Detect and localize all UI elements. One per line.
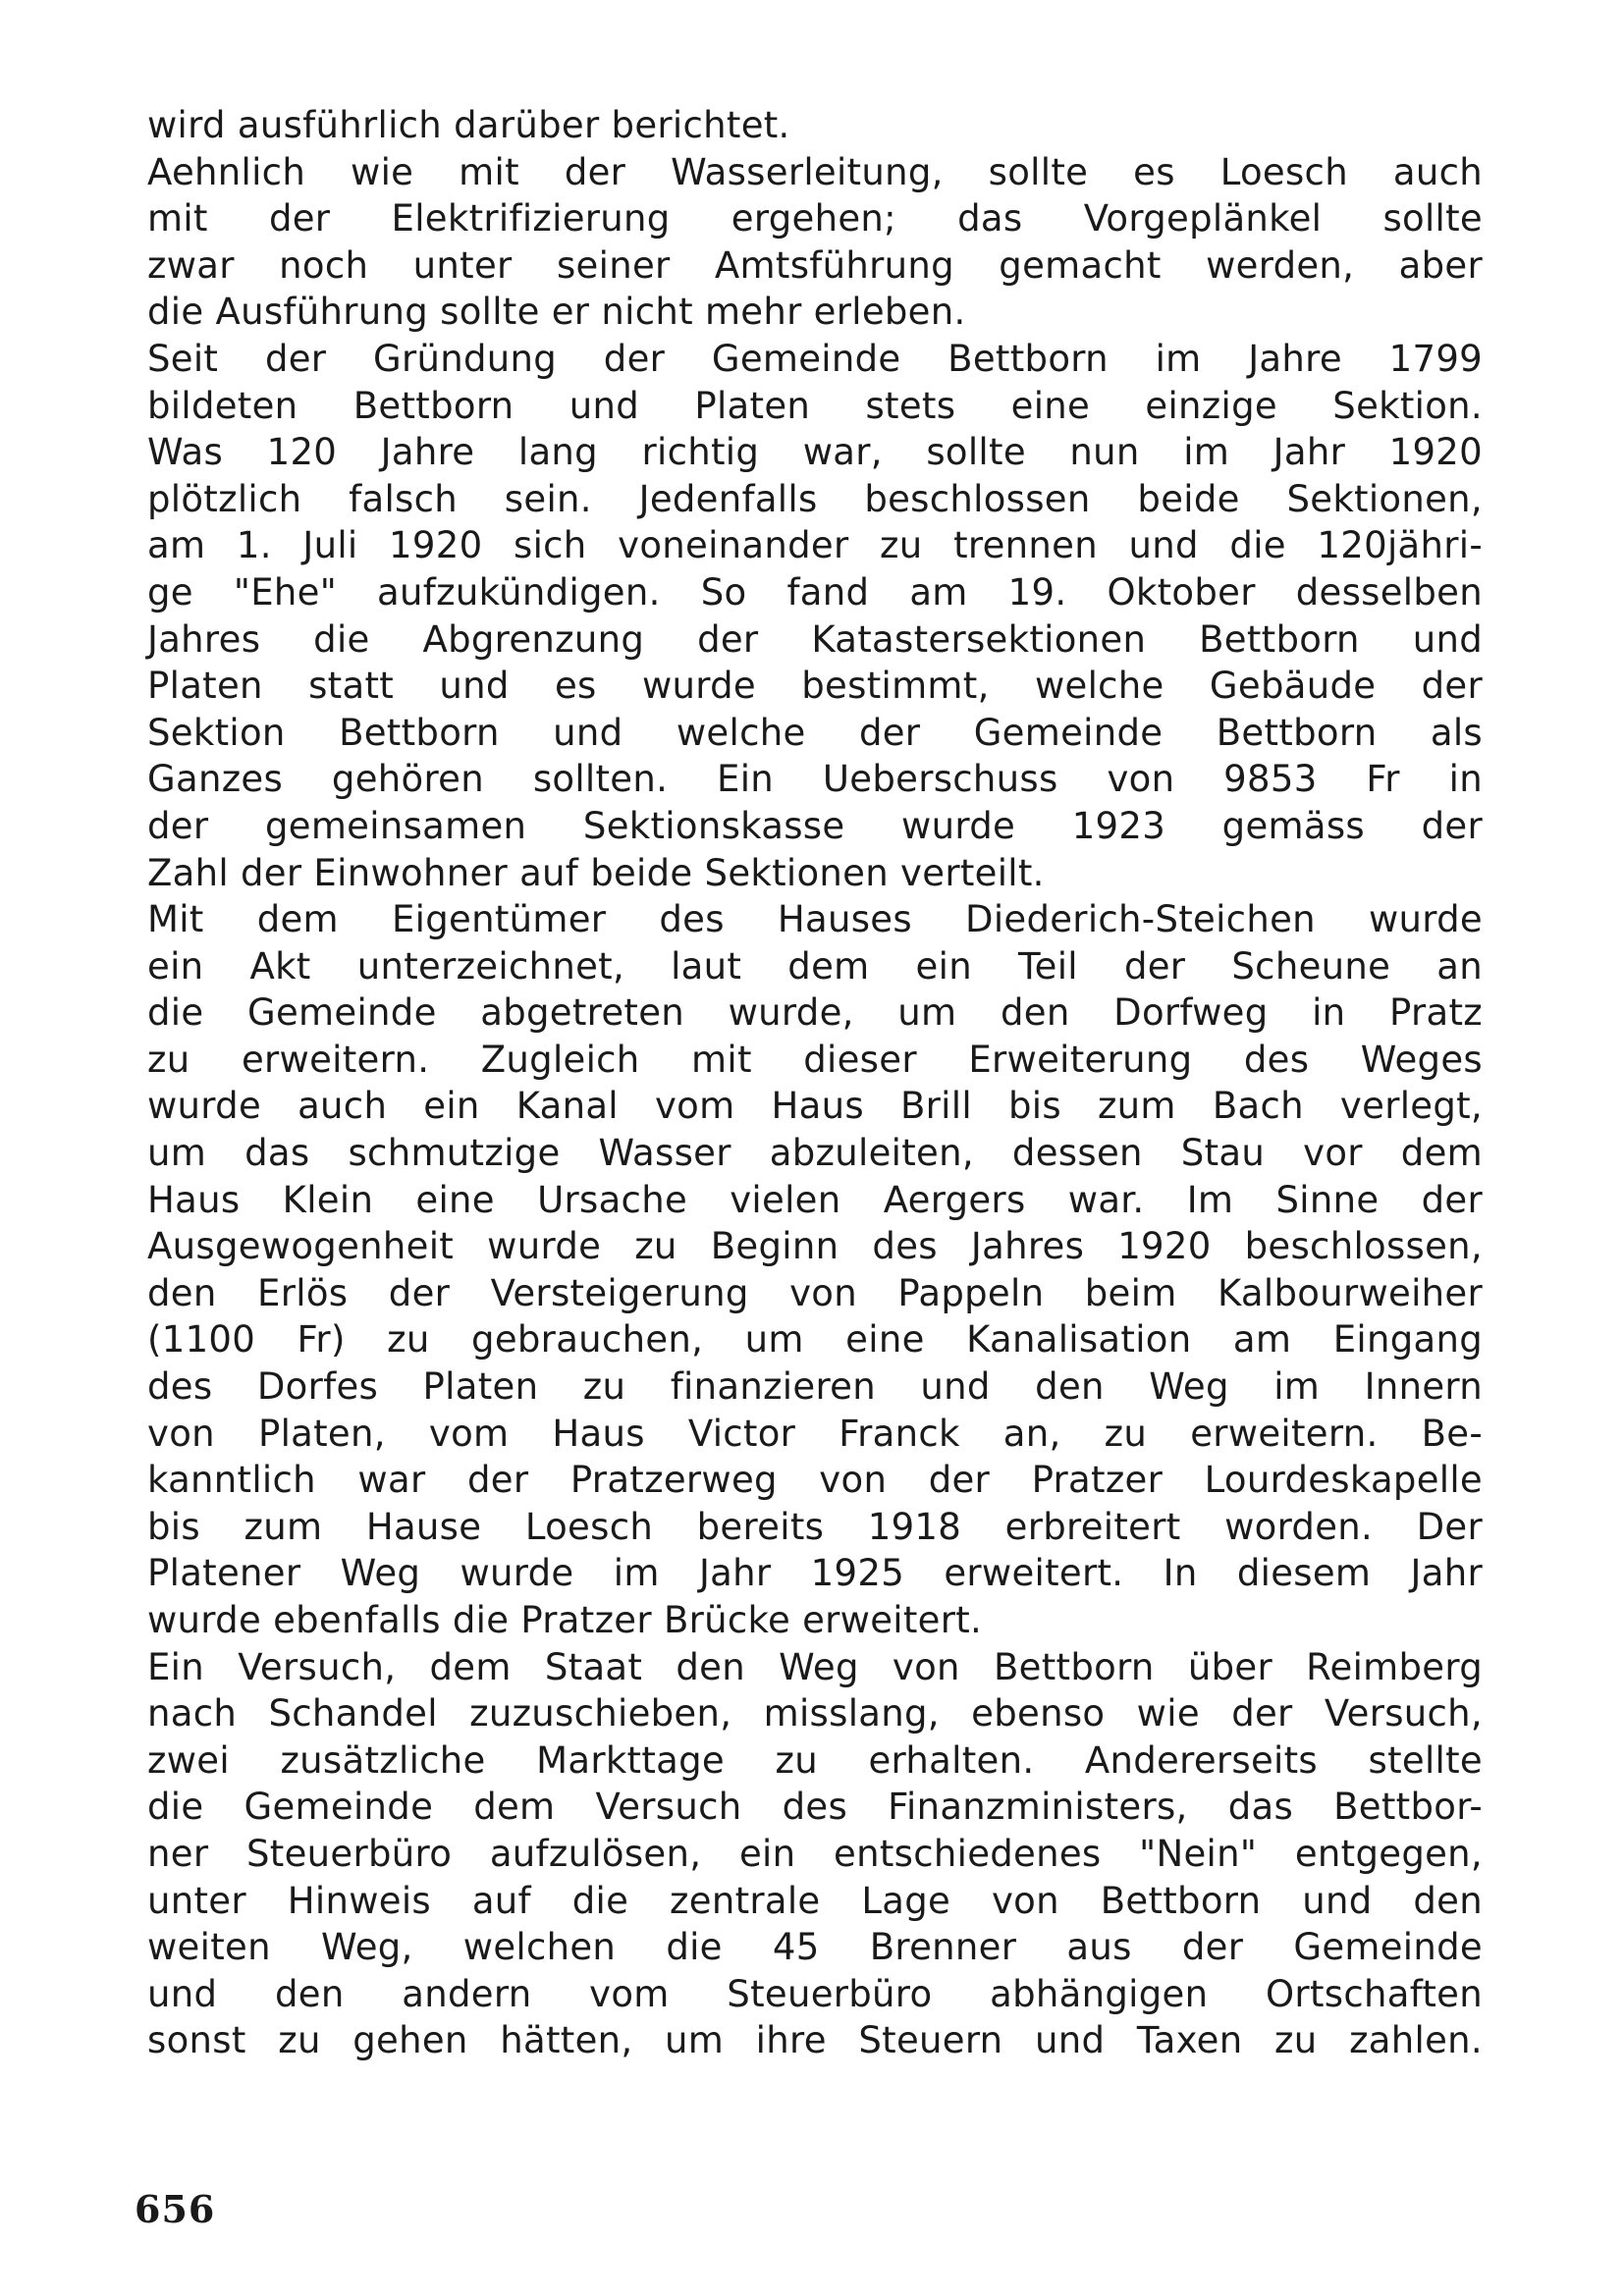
text-line: der gemeinsamen Sektionskasse wurde 1923 gemäss der	[147, 804, 1483, 847]
text-line: unter Hinweis auf die zentrale Lage von Bettborn und den	[147, 1879, 1483, 1922]
text-line: Was 120 Jahre lang richtig war, sollte nun im Jahr 1920	[147, 431, 1483, 474]
text-line: die Ausführung sollte er nicht mehr erleben.	[147, 291, 966, 334]
text-line: ner Steuerbüro aufzulösen, ein entschiedenes "Nein" entgegen,	[147, 1832, 1483, 1875]
text-line: zu erweitern. Zugleich mit dieser Erweiterung des Weges	[147, 1038, 1483, 1081]
text-line: Jahres die Abgrenzung der Katastersektionen Bettborn und	[147, 617, 1483, 661]
text-line: bildeten Bettborn und Platen stets eine einzige Sektion.	[147, 384, 1483, 427]
text-line: von Platen, vom Haus Victor Franck an, zu erweitern. Be-	[147, 1412, 1483, 1455]
body-text	[147, 102, 1483, 2064]
text-line: ein Akt unterzeichnet, laut dem ein Teil der Scheune an	[147, 944, 1483, 988]
text-line: Zahl der Einwohner auf beide Sektionen verteilt.	[147, 851, 1045, 894]
text-line: wird ausführlich darüber berichtet.	[147, 104, 790, 146]
text-line: Platen statt und es wurde bestimmt, welche Gebäude der	[147, 665, 1483, 708]
text-line: Sektion Bettborn und welche der Gemeinde Bettborn als	[147, 711, 1483, 754]
text-line: Platener Weg wurde im Jahr 1925 erweitert. In diesem Jahr	[147, 1552, 1483, 1595]
text-line: wurde auch ein Kanal vom Haus Brill bis zum Bach verlegt,	[147, 1085, 1483, 1128]
text-line: (1100 Fr) zu gebrauchen, um eine Kanalisation am Eingang	[147, 1318, 1483, 1362]
text-line: Ein Versuch, dem Staat den Weg von Bettborn über Reimberg	[147, 1645, 1483, 1688]
text-line: zwei zusätzliche Markttage zu erhalten. Andererseits stellte	[147, 1738, 1483, 1782]
text-line: Ganzes gehören sollten. Ein Ueberschuss von 9853 Fr in	[147, 758, 1483, 801]
text-line: nach Schandel zuzuschieben, misslang, ebenso wie der Versuch,	[147, 1692, 1483, 1735]
text-line: zwar noch unter seiner Amtsführung gemacht werden, aber	[147, 243, 1483, 287]
text-line: des Dorfes Platen zu finanzieren und den Weg im Innern	[147, 1365, 1483, 1409]
text-line: Haus Klein eine Ursache vielen Aergers war. Im Sinne der	[147, 1178, 1483, 1221]
text-line: mit der Elektrifizierung ergehen; das Vorgeplänkel sollte	[147, 197, 1483, 240]
text-line: plötzlich falsch sein. Jedenfalls beschlossen beide Sektionen,	[147, 477, 1483, 520]
page-number: 656	[135, 2187, 216, 2231]
text-line: bis zum Hause Loesch bereits 1918 erbreitert worden. Der	[147, 1505, 1483, 1548]
text-line: weiten Weg, welchen die 45 Brenner aus der Gemeinde	[147, 1926, 1483, 1969]
text-line: wurde ebenfalls die Pratzer Brücke erweitert.	[147, 1599, 983, 1641]
text-line: ge "Ehe" aufzukündigen. So fand am 19. Oktober desselben	[147, 570, 1483, 614]
text-line: kanntlich war der Pratzerweg von der Pratzer Lourdeskapelle	[147, 1459, 1483, 1502]
text-line: und den andern vom Steuerbüro abhängigen Ortschaften	[147, 1972, 1483, 2015]
text-line: am 1. Juli 1920 sich voneinander zu trennen und die 120jähri-	[147, 524, 1483, 567]
text-line: um das schmutzige Wasser abzuleiten, dessen Stau vor dem	[147, 1132, 1483, 1175]
text-line: Mit dem Eigentümer des Hauses Diederich-Steichen wurde	[147, 898, 1483, 941]
text-line: sonst zu gehen hätten, um ihre Steuern und Taxen zu zahlen.	[147, 2019, 1483, 2062]
text-line: die Gemeinde dem Versuch des Finanzministers, das Bettbor-	[147, 1786, 1483, 1829]
text-line: Aehnlich wie mit der Wasserleitung, sollte es Loesch auch	[147, 150, 1483, 193]
text-line: Ausgewogenheit wurde zu Beginn des Jahres 1920 beschlossen,	[147, 1225, 1483, 1268]
text-line: die Gemeinde abgetreten wurde, um den Dorfweg in Pratz	[147, 991, 1483, 1035]
text-line: Seit der Gründung der Gemeinde Bettborn im Jahre 1799	[147, 337, 1483, 380]
text-line: den Erlös der Versteigerung von Pappeln beim Kalbourweiher	[147, 1271, 1483, 1314]
